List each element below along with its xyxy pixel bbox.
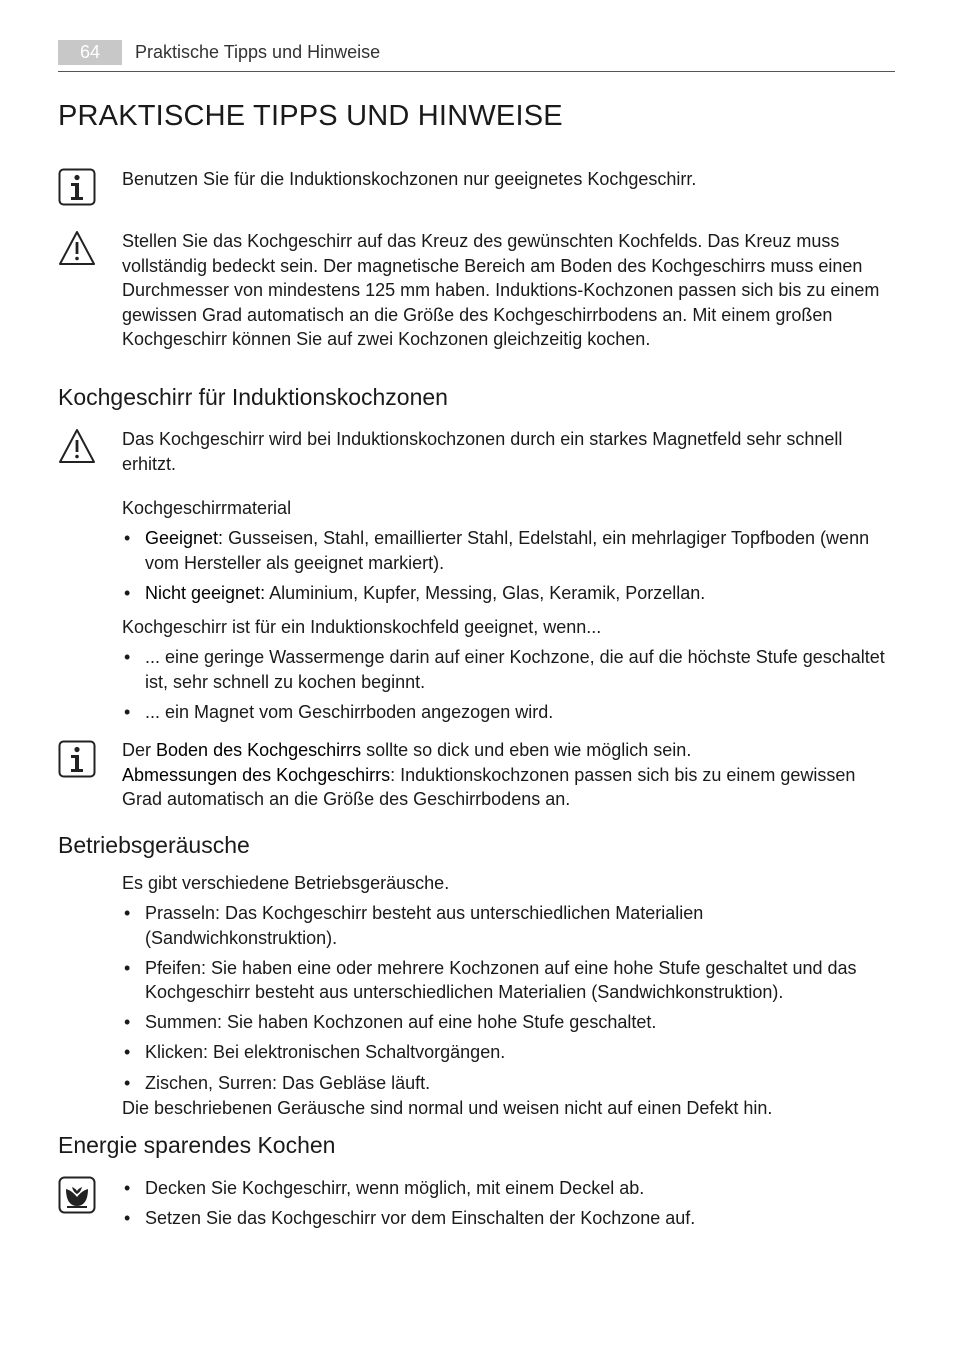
energy-list: [122, 1176, 892, 1236]
page-title: PRAKTISCHE TIPPS UND HINWEISE: [58, 100, 563, 132]
cookware-info-text: Der Boden des Kochgeschirrs sollte so dick und eben wie möglich sein. Abmessungen des Kochgeschirrs: Induktionskochzonen passen sich bis zu einem gewissen Grad automatisch an die Größe des Geschirrbodens an.: [122, 740, 856, 810]
page-header: [58, 40, 895, 72]
info-icon: [58, 740, 96, 778]
list-item: • Summen: Sie haben Kochzonen auf eine hohe Stufe geschaltet.: [122, 1010, 892, 1035]
section-heading-energy: Energie sparendes Kochen: [58, 1132, 336, 1158]
header-title: Praktische Tipps und Hinweise: [135, 42, 381, 62]
cookware-warning-text: Das Kochgeschirr wird bei Induktionskochzonen durch ein starkes Magnetfeld sehr schnell erhitzt.: [122, 429, 843, 474]
warning-text: Stellen Sie das Kochgeschirr auf das Kreuz des gewünschten Kochfelds. Das Kreuz muss vollständig bedeckt sein. Der magnetische Bereich am Boden des Kochgeschirrs muss einen Durchmesser von mindestens 125 mm haben. Induktions-Kochzonen passen sich bis zu einem gewissen Grad automatisch an die Größe des Kochgeschirrbodens an. Mit einem großen Kochgeschirr können Sie auf zwei Kochzonen gleichzeitig kochen.: [122, 231, 880, 350]
section-heading-cookware: Kochgeschirr für Induktionskochzonen: [58, 384, 448, 410]
warning-icon: [58, 229, 96, 267]
material-label: Kochgeschirrmaterial: [122, 498, 292, 518]
suitable-label: Kochgeschirr ist für ein Induktionskochfeld geeignet, wenn...: [122, 617, 602, 637]
list-item: • Zischen, Surren: Das Gebläse läuft.: [122, 1071, 892, 1096]
list-item: • Klicken: Bei elektronischen Schaltvorgängen.: [122, 1040, 892, 1065]
noises-list: [122, 901, 892, 1101]
list-item: • Nicht geeignet: Aluminium, Kupfer, Messing, Glas, Keramik, Porzellan.: [122, 581, 892, 606]
materials-list: [122, 526, 892, 611]
list-item: • Setzen Sie das Kochgeschirr vor dem Einschalten der Kochzone auf.: [122, 1206, 892, 1231]
noises-intro: Es gibt verschiedene Betriebsgeräusche.: [122, 873, 450, 893]
list-item: • Decken Sie Kochgeschirr, wenn möglich, mit einem Deckel ab.: [122, 1176, 892, 1201]
list-item: • Geeignet: Gusseisen, Stahl, emaillierter Stahl, Edelstahl, ein mehrlagiger Topfboden (wenn vom Hersteller als geeignet markiert).: [122, 526, 892, 575]
info-icon: [58, 168, 96, 206]
list-item: • Pfeifen: Sie haben eine oder mehrere Kochzonen auf eine hohe Stufe geschaltet und das Kochgeschirr besteht aus unterschiedlichen Materialien (Sandwichkonstruktion).: [122, 956, 892, 1005]
list-item: • ... ein Magnet vom Geschirrboden angezogen wird.: [122, 700, 892, 725]
section-heading-noises: Betriebsgeräusche: [58, 832, 250, 858]
page-number: 64: [58, 40, 122, 65]
list-item: • Prasseln: Das Kochgeschirr besteht aus unterschiedlichen Materialien (Sandwichkonstruktion).: [122, 901, 892, 950]
noises-note: Die beschriebenen Geräusche sind normal und weisen nicht auf einen Defekt hin.: [122, 1098, 773, 1118]
eco-icon: [58, 1176, 96, 1214]
info-text: Benutzen Sie für die Induktionskochzonen nur geeignetes Kochgeschirr.: [122, 169, 697, 189]
warning-icon: [58, 427, 96, 465]
list-item: • ... eine geringe Wassermenge darin auf einer Kochzone, die auf die höchste Stufe geschaltet ist, sehr schnell zu kochen beginnt.: [122, 645, 892, 694]
suitable-list: [122, 645, 892, 730]
